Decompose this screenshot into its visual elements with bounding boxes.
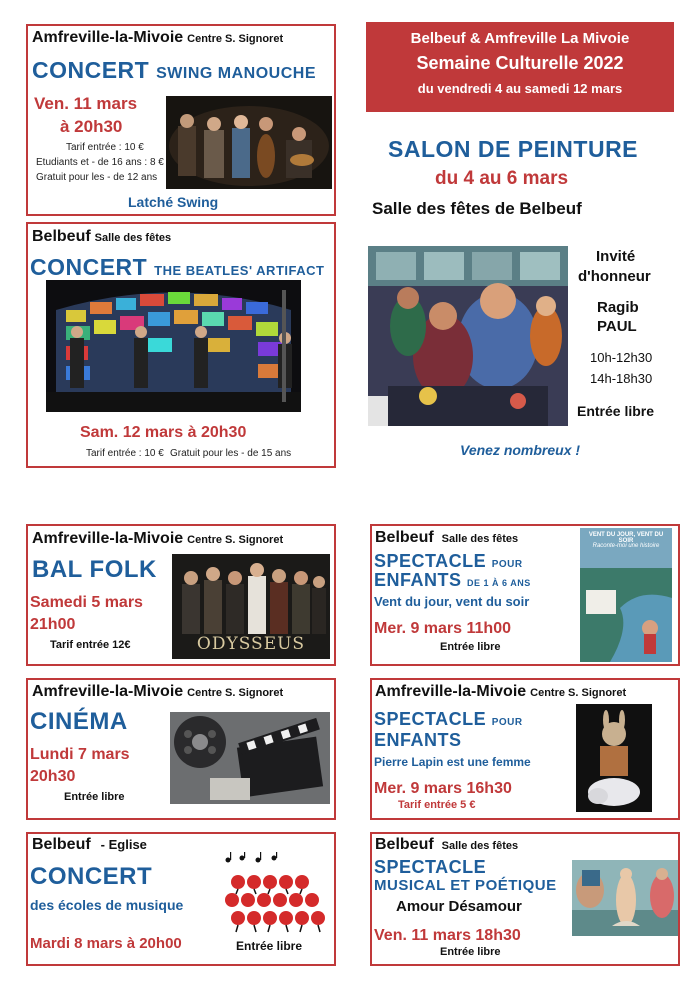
- spectacle1-poster-title: VENT DU JOUR, VENT DU SOIR: [588, 532, 664, 544]
- salon-artist-first: Ragib: [597, 299, 639, 316]
- ecoles-location-town: Belbeuf: [32, 836, 91, 853]
- spectacle2-pour: POUR: [491, 717, 523, 728]
- balfolk-time: 21h00: [30, 616, 76, 633]
- ecoles-entry: Entrée libre: [236, 939, 303, 953]
- spectacle1-title-line2: [374, 570, 531, 591]
- swing-date: Ven. 11 mars: [34, 94, 138, 113]
- swing-title-big: CONCERT: [32, 57, 150, 83]
- beatles-location: [32, 228, 171, 246]
- spectacle2-title1: SPECTACLE: [374, 709, 487, 729]
- spectacle1-poster: [580, 528, 672, 662]
- swing-photo: [166, 96, 332, 189]
- salon-painting: [368, 246, 568, 426]
- salon-hours-morning: 10h-12h30: [590, 350, 653, 365]
- spectacle1-pour: POUR: [491, 559, 523, 570]
- balfolk-date: Samedi 5 mars: [30, 594, 143, 611]
- beatles-datetime: Sam. 12 mars à 20h30: [80, 424, 247, 441]
- cinema-time: 20h30: [30, 768, 76, 785]
- salon-title: SALON DE PEINTURE: [388, 136, 639, 162]
- swing-location: [32, 29, 283, 47]
- ecoles-name: des écoles de musique: [30, 897, 184, 913]
- beatles-price-1: Tarif entrée : 10 €: [86, 448, 164, 459]
- beatles-price-2: Gratuit pour les - de 15 ans: [170, 448, 292, 459]
- ecoles-title: CONCERT: [30, 863, 153, 890]
- swing-price-1: Tarif entrée : 10 €: [66, 142, 144, 153]
- spectacle1-entry: Entrée libre: [440, 641, 501, 653]
- salon-dates: du 4 au 6 mars: [435, 168, 569, 189]
- balfolk-band-name: ODYSSEUS: [196, 634, 306, 654]
- cinema-photo: [170, 712, 330, 804]
- header-line1: Belbeuf & Amfreville La Mivoie: [410, 30, 630, 47]
- swing-price-3: Gratuit pour les - de 12 ans: [36, 172, 158, 183]
- spectacle1-title-line1: [374, 551, 523, 572]
- salon-hours-afternoon: 14h-18h30: [590, 371, 653, 386]
- balfolk-photo: [172, 554, 330, 659]
- spectacle1-datetime: Mer. 9 mars 11h00: [374, 620, 511, 637]
- musical-location: [375, 836, 518, 854]
- balfolk-location-town: Amfreville-la-Mivoie: [32, 530, 184, 547]
- swing-location-town: Amfreville-la-Mivoie: [32, 29, 184, 46]
- swing-band: Latché Swing: [128, 194, 219, 210]
- ecoles-music-illustration: [218, 852, 332, 934]
- beatles-title-big: CONCERT: [30, 254, 148, 280]
- swing-title: [32, 57, 316, 84]
- swing-venue: Centre S. Signoret: [187, 33, 284, 45]
- swing-price-2: Etudiants et - de 16 ans : 8 €: [36, 157, 164, 168]
- spectacle1-venue: Salle des fêtes: [441, 533, 519, 545]
- ecoles-location: [32, 836, 147, 854]
- musical-entry: Entrée libre: [440, 946, 501, 958]
- spectacle1-title2: ENFANTS: [374, 570, 462, 590]
- salon-invite: Venez nombreux !: [460, 442, 581, 458]
- cinema-location: [32, 683, 283, 701]
- spectacle1-title1: SPECTACLE: [374, 551, 487, 571]
- spectacle2-venue: Centre S. Signoret: [530, 687, 627, 699]
- balfolk-title: BAL FOLK: [32, 556, 157, 583]
- salon-guest-line1: Invité: [596, 248, 636, 265]
- balfolk-location: [32, 530, 283, 548]
- swing-title-small: SWING MANOUCHE: [156, 65, 317, 82]
- musical-title-line2: MUSICAL ET POÉTIQUE: [374, 877, 557, 894]
- musical-painting: [572, 860, 678, 936]
- salon-entry: Entrée libre: [577, 403, 655, 419]
- spectacle1-age: DE 1 À 6 ANS: [467, 578, 531, 588]
- salon-guest-line2: d'honneur: [578, 268, 651, 285]
- balfolk-venue: Centre S. Signoret: [187, 534, 284, 546]
- cinema-title: CINÉMA: [30, 708, 128, 735]
- musical-datetime: Ven. 11 mars 18h30: [374, 927, 521, 944]
- beatles-location-town: Belbeuf: [32, 228, 91, 245]
- spectacle1-name: Vent du jour, vent du soir: [374, 594, 530, 609]
- salon-place: Salle des fêtes de Belbeuf: [372, 199, 582, 218]
- header-line2: Semaine Culturelle 2022: [416, 53, 624, 73]
- cinema-location-town: Amfreville-la-Mivoie: [32, 683, 184, 700]
- beatles-title-small: THE BEATLES' ARTIFACT: [154, 263, 325, 278]
- salon-artist-last: PAUL: [597, 318, 637, 335]
- spectacle1-location: [375, 529, 518, 547]
- beatles-photo: [46, 280, 301, 412]
- cinema-venue: Centre S. Signoret: [187, 687, 284, 699]
- ecoles-venue: - Eglise: [100, 837, 147, 852]
- spectacle2-photo: [576, 704, 652, 812]
- musical-location-town: Belbeuf: [375, 836, 434, 853]
- musical-name: Amour Désamour: [396, 898, 522, 915]
- header-line3: du vendredi 4 au samedi 12 mars: [417, 81, 623, 96]
- beatles-venue: Salle des fêtes: [94, 232, 172, 244]
- ecoles-datetime: Mardi 8 mars à 20h00: [30, 935, 182, 952]
- spectacle2-title-line2: ENFANTS: [374, 730, 462, 750]
- spectacle2-name: Pierre Lapin est une femme: [374, 755, 531, 769]
- musical-venue: Salle des fêtes: [441, 840, 519, 852]
- spectacle2-title-line1: [374, 709, 523, 730]
- beatles-title: [30, 254, 324, 281]
- spectacle2-location-town: Amfreville-la-Mivoie: [375, 683, 527, 700]
- balfolk-price: Tarif entrée 12€: [50, 639, 131, 651]
- spectacle1-location-town: Belbeuf: [375, 529, 434, 546]
- musical-title-line1: SPECTACLE: [374, 857, 487, 877]
- spectacle2-datetime: Mer. 9 mars 16h30: [374, 780, 512, 797]
- swing-time: à 20h30: [60, 117, 123, 136]
- cinema-date: Lundi 7 mars: [30, 746, 130, 763]
- spectacle1-poster-subtitle: Raconte-moi une histoire: [592, 543, 660, 549]
- cinema-entry: Entrée libre: [64, 791, 125, 803]
- spectacle2-location: [375, 683, 626, 701]
- festival-header: [366, 22, 674, 112]
- spectacle2-price: Tarif entrée 5 €: [398, 799, 476, 811]
